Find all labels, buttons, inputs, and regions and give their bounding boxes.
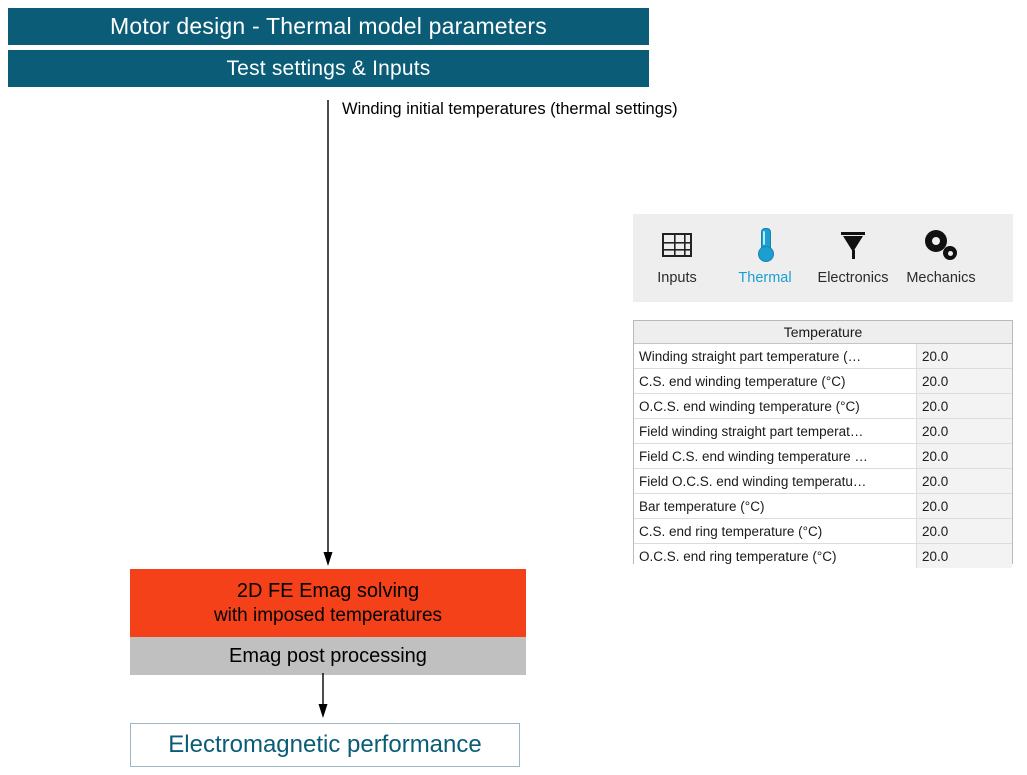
parameter-name-cell: Field C.S. end winding temperature … (634, 444, 917, 469)
parameter-name-cell: C.S. end ring temperature (°C) (634, 519, 917, 544)
block-electromagnetic-performance-label: Electromagnetic performance (168, 731, 482, 758)
page-title-banner (8, 8, 649, 45)
parameter-value-cell[interactable]: 20.0 (917, 519, 1013, 544)
block-emag-solving (130, 569, 526, 637)
table-row[interactable] (634, 394, 1012, 419)
toolbar-item-electronics-label: Electronics (817, 270, 889, 286)
subtitle-banner (8, 50, 649, 87)
parameter-value-cell[interactable]: 20.0 (917, 344, 1013, 369)
parameter-value-cell[interactable]: 20.0 (917, 544, 1013, 569)
gears-icon (925, 228, 957, 262)
table-row[interactable] (634, 494, 1012, 519)
parameter-name-cell: Field O.C.S. end winding temperatu… (634, 469, 917, 494)
parameter-value-cell[interactable]: 20.0 (917, 394, 1013, 419)
table-row[interactable] (634, 519, 1012, 544)
parameter-name-cell: Bar temperature (°C) (634, 494, 917, 519)
parameter-value-cell[interactable]: 20.0 (917, 369, 1013, 394)
flow-arrow-short (316, 673, 330, 719)
block-emag-solving-line2: with imposed temperatures (213, 604, 443, 626)
table-row[interactable] (634, 444, 1012, 469)
table-row[interactable] (634, 419, 1012, 444)
table-row[interactable] (634, 369, 1012, 394)
parameter-name-cell: Winding straight part temperature (… (634, 344, 917, 369)
page-subtitle: Test settings & Inputs (226, 56, 431, 80)
parameter-name-cell: Field winding straight part temperat… (634, 419, 917, 444)
parameter-value-cell[interactable]: 20.0 (917, 444, 1013, 469)
table-grid-icon (662, 228, 692, 262)
temperature-grid (633, 320, 1013, 564)
toolbar-item-inputs[interactable] (633, 228, 721, 286)
toolbar-item-mechanics[interactable] (897, 228, 985, 286)
table-row[interactable] (634, 469, 1012, 494)
toolbar-item-inputs-label: Inputs (657, 270, 697, 286)
parameter-name-cell: O.C.S. end ring temperature (°C) (634, 544, 917, 569)
toolbar-item-mechanics-label: Mechanics (906, 270, 976, 286)
parameter-value-cell[interactable]: 20.0 (917, 419, 1013, 444)
toolbar-item-thermal[interactable] (721, 228, 809, 286)
app-toolbar (633, 214, 1013, 302)
parameter-value-cell[interactable]: 20.0 (917, 494, 1013, 519)
temperature-grid-header: Temperature (634, 321, 1012, 344)
toolbar-item-electronics[interactable] (809, 228, 897, 286)
temperature-table (634, 344, 1012, 568)
parameter-name-cell: C.S. end winding temperature (°C) (634, 369, 917, 394)
block-emag-post-processing (130, 637, 526, 675)
application-panel (633, 214, 1013, 564)
table-row[interactable] (634, 344, 1012, 369)
block-electromagnetic-performance (130, 723, 520, 767)
parameter-value-cell[interactable]: 20.0 (917, 469, 1013, 494)
diode-icon (838, 228, 868, 262)
block-emag-post-processing-label: Emag post processing (229, 644, 427, 667)
page-title: Motor design - Thermal model parameters (110, 13, 547, 39)
flow-annotation-label: Winding initial temperatures (thermal settings) (342, 100, 678, 118)
block-emag-solving-line1: 2D FE Emag solving (236, 580, 420, 603)
flow-arrow-long (322, 100, 334, 568)
thermometer-icon (756, 228, 774, 262)
parameter-name-cell: O.C.S. end winding temperature (°C) (634, 394, 917, 419)
toolbar-item-thermal-label: Thermal (738, 270, 792, 286)
table-row[interactable] (634, 544, 1012, 569)
